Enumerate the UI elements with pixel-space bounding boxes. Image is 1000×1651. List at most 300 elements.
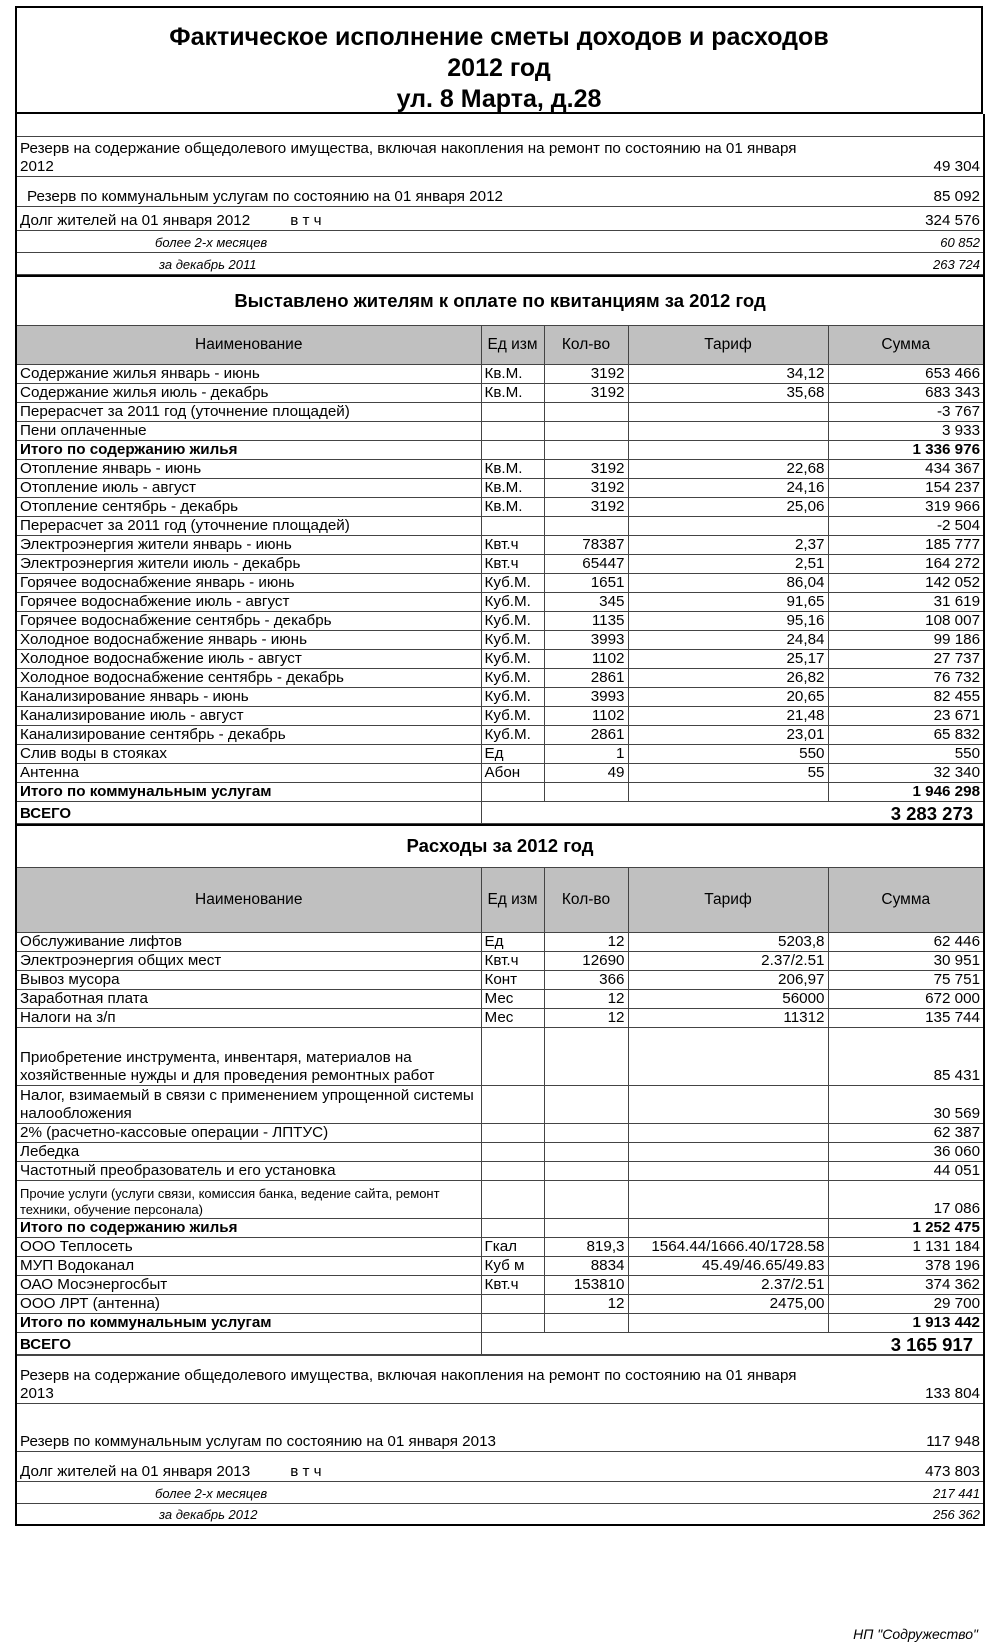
row-sum: 653 466 [828,365,984,384]
row-unit: Кв.М. [481,498,544,517]
row-name: Горячее водоснабжение сентябрь - декабрь [16,612,481,631]
table-row [16,422,984,441]
opening-debt-note: в т ч [290,211,322,229]
table-row [16,669,984,688]
row-qty: 12690 [544,951,628,970]
table-row [16,403,984,422]
row-tariff: 45.49/46.65/49.83 [628,1256,828,1275]
billed-table [15,275,985,825]
table-row [16,783,984,802]
row-sum: 17 086 [828,1180,984,1218]
column-header-tariff: Тариф [628,326,828,365]
expenses-section-title: Расходы за 2012 год [16,825,984,867]
row-sum: 1 131 184 [828,1237,984,1256]
row-unit: Куб.М. [481,650,544,669]
closing-over2-value: 217 441 [808,1481,984,1503]
row-qty [544,783,628,802]
billed-section-title: Выставлено жителям к оплате по квитанциям за 2012 год [16,276,984,326]
row-qty: 2861 [544,669,628,688]
row-name: Обслуживание лифтов [16,932,481,951]
row-qty: 78387 [544,536,628,555]
opening-dec-label: за декабрь 2011 [16,252,808,274]
expenses-column-header-tariff: Тариф [628,867,828,932]
table-row [16,932,984,951]
row-qty [544,403,628,422]
table-row [16,951,984,970]
row-name: ООО Теплосеть [16,1237,481,1256]
row-sum: 108 007 [828,612,984,631]
row-name: Отопление июль - август [16,479,481,498]
row-sum: 164 272 [828,555,984,574]
opening-over2-value: 60 852 [808,230,984,252]
closing-reserve-util-label: Резерв по коммунальным услугам по состоянию на 01 января 2013 [16,1403,808,1451]
row-tariff [628,1218,828,1237]
row-qty: 3192 [544,479,628,498]
row-unit: Ед [481,745,544,764]
row-tariff: 2.37/2.51 [628,951,828,970]
row-qty: 1 [544,745,628,764]
row-tariff: 21,48 [628,707,828,726]
row-qty [544,1142,628,1161]
row-name: Электроэнергия жители июль - декабрь [16,555,481,574]
row-name: МУП Водоканал [16,1256,481,1275]
row-unit: Кв.М. [481,460,544,479]
row-sum: 1 336 976 [828,441,984,460]
row-sum: 65 832 [828,726,984,745]
row-tariff [628,517,828,536]
spacer-row [16,114,984,136]
table-row [16,574,984,593]
table-row [16,1237,984,1256]
billed-section-title-row [16,276,984,326]
table-row [16,365,984,384]
row-tariff [628,441,828,460]
table-row [16,1256,984,1275]
row-sum: 29 700 [828,1294,984,1313]
row-unit [481,1123,544,1142]
row-tariff: 2,51 [628,555,828,574]
row-sum: 1 252 475 [828,1218,984,1237]
row-sum: 99 186 [828,631,984,650]
row-unit [481,1142,544,1161]
row-qty: 1102 [544,707,628,726]
row-tariff: 24,84 [628,631,828,650]
opening-reserve-common-row [16,136,984,176]
table-row [16,1294,984,1313]
row-tariff [628,1027,828,1085]
row-unit: Квт.ч [481,555,544,574]
table-row [16,517,984,536]
row-unit [481,403,544,422]
row-tariff: 2475,00 [628,1294,828,1313]
row-name: Прочие услуги (услуги связи, комиссия банка, ведение сайта, ремонт техники, обучение персонала) [16,1180,481,1218]
closing-reserve-util-row [16,1403,984,1451]
row-unit: Кв.М. [481,365,544,384]
row-unit: Гкал [481,1237,544,1256]
row-unit [481,517,544,536]
row-tariff [628,1313,828,1332]
table-row [16,745,984,764]
row-qty: 65447 [544,555,628,574]
closing-debt-value: 473 803 [808,1451,984,1481]
row-sum: 85 431 [828,1027,984,1085]
row-name: Антенна [16,764,481,783]
table-row [16,1275,984,1294]
row-qty: 8834 [544,1256,628,1275]
row-unit: Куб.М. [481,612,544,631]
row-sum: 32 340 [828,764,984,783]
row-tariff: 25,17 [628,650,828,669]
table-row [16,1161,984,1180]
row-tariff: 20,65 [628,688,828,707]
row-name: Итого по коммунальным услугам [16,1313,481,1332]
row-sum: 374 362 [828,1275,984,1294]
table-row [16,631,984,650]
row-sum: 3 933 [828,422,984,441]
row-unit [481,1218,544,1237]
table-row [16,650,984,669]
expenses-table [15,824,985,1355]
opening-debt-cell [16,206,808,230]
row-tariff: 86,04 [628,574,828,593]
row-tariff [628,1142,828,1161]
expenses-column-header-qty: Кол-во [544,867,628,932]
row-qty: 3192 [544,498,628,517]
closing-over2-row [16,1481,984,1503]
row-qty [544,422,628,441]
row-name: Итого по содержанию жилья [16,1218,481,1237]
row-tariff: 56000 [628,989,828,1008]
opening-reserve-common-value: 49 304 [808,136,984,176]
opening-balances-table [15,114,985,275]
row-qty: 1651 [544,574,628,593]
row-tariff: 2,37 [628,536,828,555]
row-unit: Куб.М. [481,726,544,745]
table-row [16,498,984,517]
row-name: Холодное водоснабжение июль - август [16,650,481,669]
billed-body [16,365,984,802]
row-sum: -3 767 [828,403,984,422]
row-unit: Куб.М. [481,707,544,726]
row-unit: Куб.М. [481,574,544,593]
table-row [16,1142,984,1161]
closing-debt-label: Долг жителей на 01 января 2013 [20,1462,251,1480]
row-qty: 12 [544,932,628,951]
billed-total-row [16,802,984,824]
row-name: Электроэнергия общих мест [16,951,481,970]
row-tariff: 550 [628,745,828,764]
table-row [16,536,984,555]
row-unit: Квт.ч [481,1275,544,1294]
report-title [15,6,983,114]
row-unit: Мес [481,1008,544,1027]
row-name: Заработная плата [16,989,481,1008]
row-sum: 31 619 [828,593,984,612]
opening-dec-row [16,252,984,274]
expenses-header-row [16,867,984,932]
opening-over2-label: более 2-х месяцев [16,230,808,252]
row-unit [481,422,544,441]
row-qty: 49 [544,764,628,783]
row-name: Горячее водоснабжение июль - август [16,593,481,612]
row-qty [544,1123,628,1142]
column-header-unit: Ед изм [481,326,544,365]
row-qty: 12 [544,989,628,1008]
row-name: Отопление январь - июнь [16,460,481,479]
row-tariff [628,1161,828,1180]
billed-total-value: 3 283 273 [481,802,984,824]
row-unit: Мес [481,989,544,1008]
table-row [16,688,984,707]
row-name: Канализирование январь - июнь [16,688,481,707]
row-unit [481,1180,544,1218]
row-name: Горячее водоснабжение январь - июнь [16,574,481,593]
closing-reserve-util-value: 117 948 [808,1403,984,1451]
row-name: ОАО Мосэнергосбыт [16,1275,481,1294]
row-name: Канализирование июль - август [16,707,481,726]
billed-total-label: ВСЕГО [16,802,481,824]
closing-debt-row [16,1451,984,1481]
row-name: Холодное водоснабжение январь - июнь [16,631,481,650]
opening-reserve-util-value: 85 092 [808,176,984,206]
row-sum: 30 569 [828,1085,984,1123]
row-qty: 153810 [544,1275,628,1294]
row-tariff: 11312 [628,1008,828,1027]
table-row [16,460,984,479]
row-sum: 434 367 [828,460,984,479]
row-tariff [628,1085,828,1123]
row-unit [481,1313,544,1332]
row-qty [544,1027,628,1085]
row-unit: Куб.М. [481,631,544,650]
table-row [16,726,984,745]
row-qty [544,1180,628,1218]
row-tariff: 25,06 [628,498,828,517]
row-tariff: 5203,8 [628,932,828,951]
row-name: Приобретение инструмента, инвентаря, материалов на хозяйственные нужды и для проведения ремонтных работ [16,1027,481,1085]
row-qty: 819,3 [544,1237,628,1256]
row-tariff: 206,97 [628,970,828,989]
expenses-total-value: 3 165 917 [481,1332,984,1354]
row-unit [481,1161,544,1180]
row-tariff [628,783,828,802]
row-tariff: 26,82 [628,669,828,688]
row-unit [481,441,544,460]
row-qty: 12 [544,1294,628,1313]
title-line-1: Фактическое исполнение сметы доходов и расходов [169,23,829,51]
row-qty: 1102 [544,650,628,669]
expenses-section-title-row [16,825,984,867]
column-header-sum: Сумма [828,326,984,365]
expenses-body [16,932,984,1332]
row-qty [544,1161,628,1180]
row-name: Пени оплаченные [16,422,481,441]
row-qty [544,441,628,460]
closing-reserve-common-row [16,1355,984,1403]
closing-balances-table [15,1355,985,1527]
row-sum: 62 446 [828,932,984,951]
table-row [16,970,984,989]
row-sum: 44 051 [828,1161,984,1180]
row-sum: 82 455 [828,688,984,707]
row-name: Содержание жилья июль - декабрь [16,384,481,403]
row-unit: Кв.М. [481,384,544,403]
row-name: Налог, взимаемый в связи с применением упрощенной системы налообложения [16,1085,481,1123]
row-qty: 3993 [544,688,628,707]
row-qty [544,1313,628,1332]
row-tariff: 2.37/2.51 [628,1275,828,1294]
row-name: Перерасчет за 2011 год (уточнение площадей) [16,517,481,536]
row-unit: Куб.М. [481,593,544,612]
title-line-3: ул. 8 Марта, д.28 [396,85,602,113]
row-unit [481,1294,544,1313]
row-tariff: 55 [628,764,828,783]
row-name: Частотный преобразователь и его установка [16,1161,481,1180]
row-sum: 185 777 [828,536,984,555]
row-unit: Куб.М. [481,669,544,688]
row-sum: 142 052 [828,574,984,593]
closing-dec-row [16,1503,984,1525]
opening-reserve-util-row [16,176,984,206]
billed-header-row [16,326,984,365]
row-sum: 378 196 [828,1256,984,1275]
row-tariff: 34,12 [628,365,828,384]
opening-debt-value: 324 576 [808,206,984,230]
table-row [16,1180,984,1218]
opening-over2-row [16,230,984,252]
row-name: Итого по содержанию жилья [16,441,481,460]
row-sum: 36 060 [828,1142,984,1161]
expenses-column-header-name: Наименование [16,867,481,932]
row-unit: Куб.М. [481,688,544,707]
closing-reserve-common-value: 133 804 [808,1355,984,1403]
table-row [16,1027,984,1085]
row-unit [481,1085,544,1123]
row-tariff: 23,01 [628,726,828,745]
row-sum: 1 946 298 [828,783,984,802]
row-sum: 27 737 [828,650,984,669]
row-unit: Квт.ч [481,951,544,970]
row-name: Вывоз мусора [16,970,481,989]
closing-debt-note: в т ч [290,1462,322,1480]
row-tariff [628,422,828,441]
table-row [16,384,984,403]
row-unit: Абон [481,764,544,783]
row-sum: 62 387 [828,1123,984,1142]
opening-debt-label: Долг жителей на 01 января 2012 [20,211,251,229]
opening-dec-value: 263 724 [808,252,984,274]
row-unit: Конт [481,970,544,989]
table-row [16,1218,984,1237]
opening-reserve-common-label: Резерв на содержание общедолевого имущества, включая накопления на ремонт по состоянию на 01 января 2012 [16,136,808,176]
row-qty: 2861 [544,726,628,745]
row-unit [481,1027,544,1085]
row-name: 2% (расчетно-кассовые операции - ЛПТУС) [16,1123,481,1142]
opening-debt-row [16,206,984,230]
report-sheet [15,6,983,1526]
row-name: Налоги на з/п [16,1008,481,1027]
closing-debt-cell [16,1451,808,1481]
row-name: Слив воды в стояках [16,745,481,764]
table-row [16,1008,984,1027]
row-qty: 3993 [544,631,628,650]
row-sum: 154 237 [828,479,984,498]
expenses-total-row [16,1332,984,1354]
expenses-total-label: ВСЕГО [16,1332,481,1354]
column-header-name: Наименование [16,326,481,365]
row-unit: Ед [481,932,544,951]
row-name: Итого по коммунальным услугам [16,783,481,802]
row-sum: 672 000 [828,989,984,1008]
table-row [16,612,984,631]
table-row [16,441,984,460]
row-sum: 550 [828,745,984,764]
row-qty: 3192 [544,365,628,384]
row-name: Холодное водоснабжение сентябрь - декабрь [16,669,481,688]
row-qty [544,1085,628,1123]
row-tariff: 22,68 [628,460,828,479]
closing-dec-value: 256 362 [808,1503,984,1525]
row-sum: 683 343 [828,384,984,403]
row-sum: 23 671 [828,707,984,726]
column-header-qty: Кол-во [544,326,628,365]
row-qty: 3192 [544,460,628,479]
row-name: Содержание жилья январь - июнь [16,365,481,384]
row-sum: 30 951 [828,951,984,970]
row-name: Канализирование сентябрь - декабрь [16,726,481,745]
table-row [16,764,984,783]
row-qty: 366 [544,970,628,989]
table-row [16,555,984,574]
row-tariff: 95,16 [628,612,828,631]
row-unit: Квт.ч [481,536,544,555]
expenses-column-header-unit: Ед изм [481,867,544,932]
row-qty: 345 [544,593,628,612]
row-unit: Кв.М. [481,479,544,498]
row-tariff: 35,68 [628,384,828,403]
row-tariff [628,1180,828,1218]
row-name: ООО ЛРТ (антенна) [16,1294,481,1313]
row-qty: 1135 [544,612,628,631]
row-name: Перерасчет за 2011 год (уточнение площадей) [16,403,481,422]
table-row [16,707,984,726]
row-sum: 75 751 [828,970,984,989]
organization-signature: НП "Содружество" [853,1626,978,1642]
row-sum: 76 732 [828,669,984,688]
row-qty: 3192 [544,384,628,403]
closing-over2-label: более 2-х месяцев [16,1481,808,1503]
row-tariff: 91,65 [628,593,828,612]
row-qty [544,517,628,536]
row-qty: 12 [544,1008,628,1027]
row-sum: 1 913 442 [828,1313,984,1332]
closing-dec-label: за декабрь 2012 [16,1503,808,1525]
row-name: Отопление сентябрь - декабрь [16,498,481,517]
opening-reserve-util-label: Резерв по коммунальным услугам по состоянию на 01 января 2012 [16,176,808,206]
closing-reserve-common-label: Резерв на содержание общедолевого имущества, включая накопления на ремонт по состоянию на 01 января 2013 [16,1355,808,1403]
row-unit [481,783,544,802]
table-row [16,1085,984,1123]
table-row [16,989,984,1008]
row-name: Электроэнергия жители январь - июнь [16,536,481,555]
row-qty [544,1218,628,1237]
row-tariff [628,403,828,422]
row-sum: -2 504 [828,517,984,536]
table-row [16,1313,984,1332]
row-tariff: 1564.44/1666.40/1728.58 [628,1237,828,1256]
table-row [16,479,984,498]
row-unit: Куб м [481,1256,544,1275]
